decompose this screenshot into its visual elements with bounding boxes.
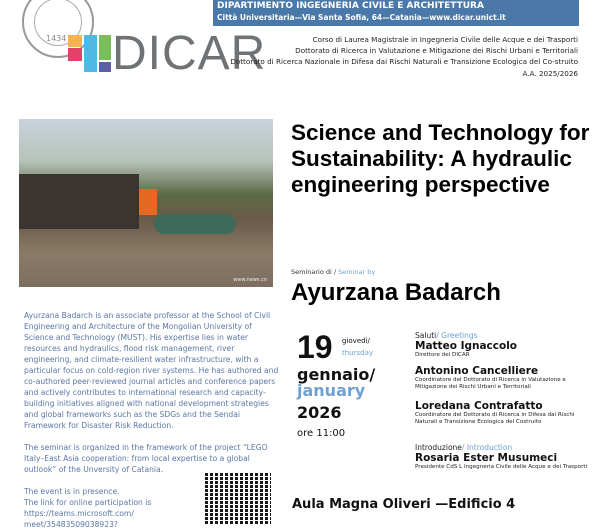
person-name: Antonino Cancelliere [415, 365, 539, 377]
event-time: ore 11:00 [297, 428, 346, 439]
university-seal: 1434 [22, 0, 94, 58]
department-header: DIPARTIMENTO INGEGNERIA CIVILE E ARCHITETTURA Città Universitaria—Via Santa Sofia, 64—Catania—www.dicar.unict.it [213, 0, 579, 26]
event-day: 19 [297, 329, 333, 365]
seminar-by-label: Seminario di / Seminar by [291, 268, 376, 276]
event-month: gennaio/ january [297, 365, 376, 400]
seminar-title: Science and Technology for Sustainability: A hydraulic engineering perspective [291, 120, 590, 197]
flood-photo: www.news.cn [19, 119, 273, 287]
teams-link[interactable]: https://teams.microsoft.com/ [24, 509, 134, 518]
qr-code[interactable] [205, 472, 271, 524]
speaker-bio: Ayurzana Badarch is an associate professor at the School of Civil Engineering and Architecture of the Mongolian University of Science and Technology (MUST). His expertise lies in water resources and hydraulics, flood risk management, river engineering, and climate-resilient water infrastructure, with a particular focus on cold-region river systems. He has authored and co-authored peer-reviewed journal articles and conference papers and actively contributes to international research and capacity-building initiatives aligned with national development strategies and global frameworks such as the SDGs and the Sendai Framework for Disaster Risk Reduction. The seminar is organized in the framework of the project “LEGO Italy–East Asia cooperation: from local expertise to a global outlook” of the Unversity of Catania. The event is in presence. The link for online participation is https://teams.microsoft.com/ meet/35483509038923? [24, 311, 279, 529]
program: Saluti/ Greetings Matteo Ignaccolo Direttore del DICAR Antonino Cancelliere Coordinatore del Dottorato di Ricerca in Valutazione e Mitigazione dei Rischi Urbani e Territoriali Loredana Contrafatto Coordinatore del Dottorato di Ricerca in Difesa dai Rischi Naturali e Transizione Ecologica del Costruito Introduzione/ Introduction Rosaria Ester Musumeci Presidente CdS L Ingegneria Civile delle Acque e dei Trasporti [415, 331, 595, 471]
event-location: Aula Magna Oliveri —Edificio 4 [292, 497, 516, 512]
person-name: Matteo Ignaccolo [415, 340, 518, 352]
weekday: giovedì/ thursday [342, 337, 374, 357]
person-name: Rosaria Ester Musumeci [415, 452, 558, 464]
speaker-name: Ayurzana Badarch [291, 279, 501, 306]
courses-list: Corso di Laurea Magistrale in Ingegneria Civile delle Acque e dei Trasporti Dottorato di Ricerca in Valutazione e Mitigazione dei Rischi Urbani e Territoriali Dottorato di Ricerca Nazionale in Difesa dai Rischi Naturali e Transizione Ecologica del Co-struito A.A. 2025/2026 [230, 35, 578, 78]
person-name: Loredana Contrafatto [415, 400, 543, 412]
event-year: 2026 [297, 403, 342, 422]
teams-link-cont[interactable]: meet/35483509038923? [24, 520, 118, 529]
